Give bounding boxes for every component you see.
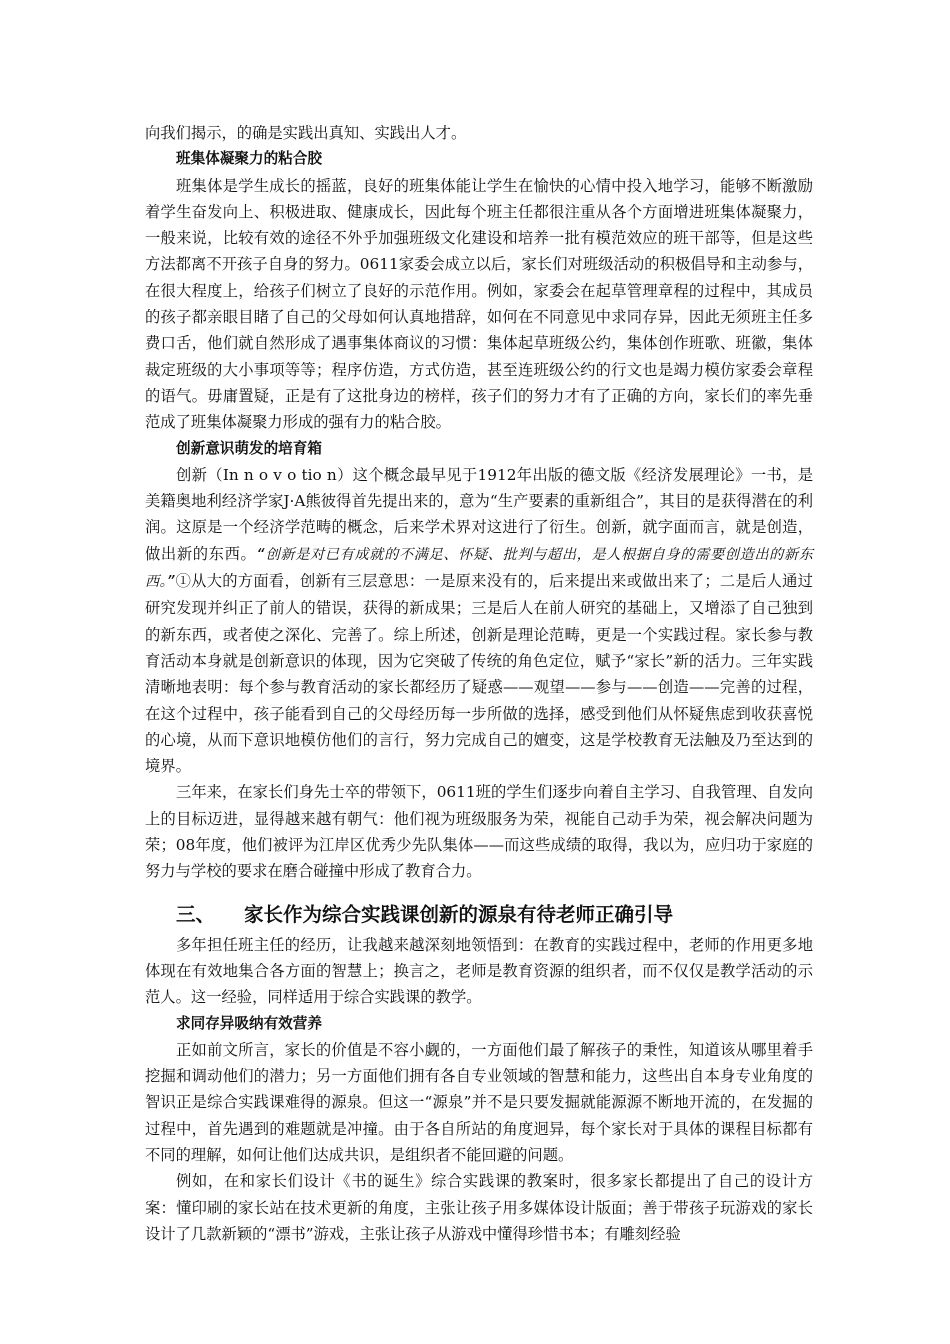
paragraph-example: 例如，在和家长们设计《书的诞生》综合实践课的教案时，很多家长都提出了自己的设计方案：懂印刷的家长站在技术更新的角度，主张让孩子用多媒体设计版面；善于带孩子玩游戏的家长设计了几款新颖的“漂书”游戏，主张让孩子从游戏中懂得珍惜书本；有雕刻经验 <box>145 1172 813 1243</box>
innovation-text-b: ①从大的方面看，创新有三层意思：一是原来没有的，后来提出来或做出来了；二是后人通过研究发现并纠正了前人的错误，获得的新成果；三是后人在前人研究的基础上，又增添了自己独到的新东西，或者使之深化、完善了。综上所述，创新是理论范畴，更是一个实践过程。家长参与教育活动本身就是创新意识的体现，因为它突破了传统的角色定位，赋予“家长”新的活力。三年实践清晰地表明：每个参与教育活动的家长都经历了疑惑——观望——参与——创造——完善的过程，在这个过程中，孩子能看到自己的父母经历每一步所做的选择，感受到他们从怀疑焦虑到收获喜悦的心境，从而下意识地模仿他们的言行，努力完成自己的嬗变，这是学校教育无法触及乃至达到的境界。 <box>145 572 813 776</box>
section-number: 三、 <box>176 902 216 926</box>
paragraph-parents-value: 正如前文所言，家长的价值是不容小觑的，一方面他们最了解孩子的秉性，知道该从哪里着手挖掘和调动他们的潜力；另一方面他们拥有各自专业领域的智慧和能力，这些出自本身专业角度的智识正是综合实践课难得的源泉。但这一“源泉”并不是只要发掘就能源源不断地开流的，在发掘的过程中，首先遇到的难题就是冲撞。由于各自所站的角度迥异，每个家长对于具体的课程目标都有不同的理解，如何让他们达成共识，是组织者不能回避的问题。 <box>145 1040 813 1164</box>
innovation-quote: “创新是对已有成就的不满足、怀疑、批判与超出，是人根据自身的需要创造出的新东西。” <box>145 546 813 591</box>
subheading-nutrition: 求同存异吸纳有效营养 <box>176 1014 322 1032</box>
paragraph-intro: 向我们揭示，的确是实践出真知、实践出人才。 <box>145 124 467 142</box>
document-page <box>145 120 813 1247</box>
subheading-cohesion: 班集体凝聚力的粘合胶 <box>176 150 322 168</box>
subheading-innovation: 创新意识萌发的培育箱 <box>176 439 322 457</box>
paragraph-experience: 多年担任班主任的经历，让我越来越深刻地领悟到：在教育的实践过程中，老师的作用更多地体现在有效地集合各方面的智慧上；换言之，老师是教育资源的组织者，而不仅仅是教学活动的示范人。这一经验，同样适用于综合实践课的教学。 <box>145 935 813 1007</box>
section-heading-text: 家长作为综合实践课创新的源泉有待老师正确引导 <box>244 902 674 926</box>
section-heading <box>145 902 813 928</box>
paragraph-innovation <box>145 462 813 780</box>
paragraph-cohesion: 班集体是学生成长的摇蓝，良好的班集体能让学生在愉快的心情中投入地学习，能够不断激励着学生奋发向上、积极进取、健康成长，因此每个班主任都很注重从各个方面增进班集体凝聚力，一般来说，比较有效的途径不外乎加强班级文化建设和培养一批有模范效应的班干部等，但是这些方法都离不开孩子自身的努力。0611家委会成立以后，家长们对班级活动的积极倡导和主动参与，在很大程度上，给孩子们树立了良好的示范作用。例如，家委会在起草管理章程的过程中，其成员的孩子都亲眼目睹了自己的父母如何认真地措辞，如何在不同意见中求同存异，因此无须班主任多费口舌，他们就自然形成了遇事集体商议的习惯：集体起草班级公约，集体创作班歌、班徽，集体裁定班级的大小事项等等；程序仿造，方式仿造，甚至连班级公约的行文也是竭力模仿家委会章程的语气。毋庸置疑，正是有了这批身边的榜样，孩子们的努力才有了正确的方向，家长们的率先垂范成了班集体凝聚力形成的强有力的粘合胶。 <box>145 176 813 432</box>
paragraph-three-years: 三年来，在家长们身先士卒的带领下，0611班的学生们逐步向着自主学习、自我管理、自发向上的目标迈进，显得越来越有朝气：他们视为班级服务为荣，视能自己动手为荣，视会解决问题为荣；08年度，他们被评为江岸区优秀少先队集体——而这些成绩的取得，我以为，应归功于家庭的努力与学校的要求在磨合碰撞中形成了教育合力。 <box>145 783 813 881</box>
innovation-text-a: 创新（In n o v o tio n）这个概念最早见于1912年出版的德文版《经济发展理论》一书，是美籍奥地利经济学家J·A熊彼得首先提出来的，意为“生产要素的重新组合”，其目的是获得潜在的利润。这原是一个经济学范畴的概念，后来学术界对这进行了衍生。创新，就字面而言，就是创造，做出新的东西。 <box>145 465 813 563</box>
